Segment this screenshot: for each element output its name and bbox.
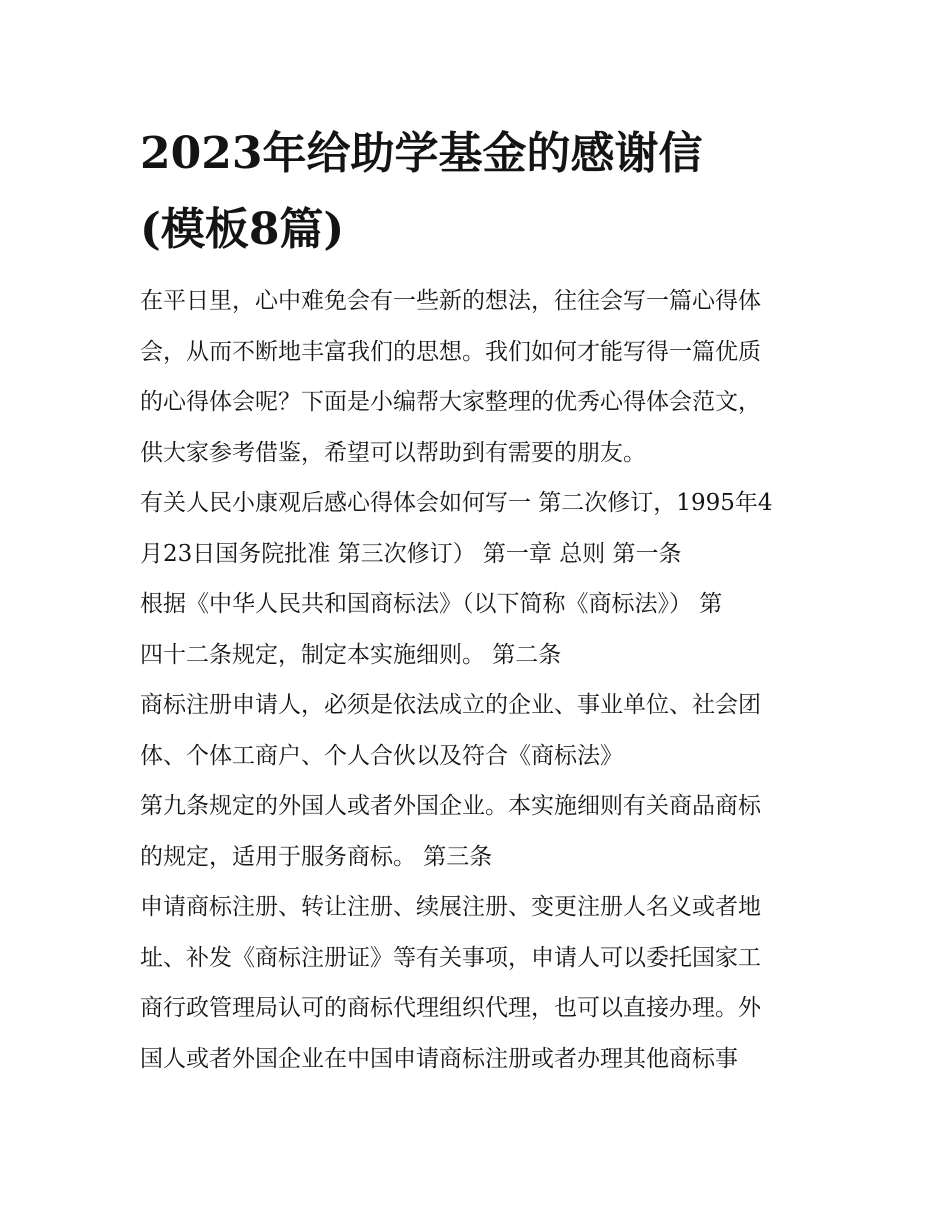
body-line: 供大家参考借鉴，希望可以帮助到有需要的朋友。 [140,439,646,466]
body-line: 会，从而不断地丰富我们的思想。我们如何才能写得一篇优质 [140,338,761,365]
title-line-1: 2023年给助学基金的感谢信 [140,128,703,179]
body-line: 商标注册申请人，必须是依法成立的企业、事业单位、社会团 [140,692,761,718]
title-line-2: (模板8篇) [140,204,345,255]
body-line: 有关人民小康观后感心得体会如何写一 第二次修订，1995年4 [140,490,773,516]
body-line: 商行政管理局认可的商标代理组织代理，也可以直接办理。外 [140,995,761,1021]
body-line: 四十二条规定，制定本实施细则。 第二条 [140,641,562,668]
body-line: 体、个体工商户、个人合伙以及符合《商标法》 [140,742,623,769]
body-line: 址、补发《商标注册证》等有关事项，申请人可以委托国家工 [140,944,761,971]
body-line: 月23日国务院批准 第三次修订） 第一章 总则 第一条 [140,540,682,567]
body-line: 申请商标注册、转让注册、续展注册、变更注册人名义或者地 [140,894,761,920]
body-line: 国人或者外国企业在中国申请商标注册或者办理其他商标事 [140,1045,738,1072]
document-body [140,276,820,1084]
body-line: 在平日里，心中难免会有一些新的想法，往往会写一篇心得体 [140,288,761,314]
document-title [140,116,830,268]
body-line: 根据《中华人民共和国商标法》（以下简称《商标法》） 第 [140,591,723,617]
body-line: 的心得体会呢？下面是小编帮大家整理的优秀心得体会范文， [140,389,761,415]
body-line: 第九条规定的外国人或者外国企业。本实施细则有关商品商标 [140,793,761,819]
body-line: 的规定，适用于服务商标。 第三条 [140,843,493,870]
